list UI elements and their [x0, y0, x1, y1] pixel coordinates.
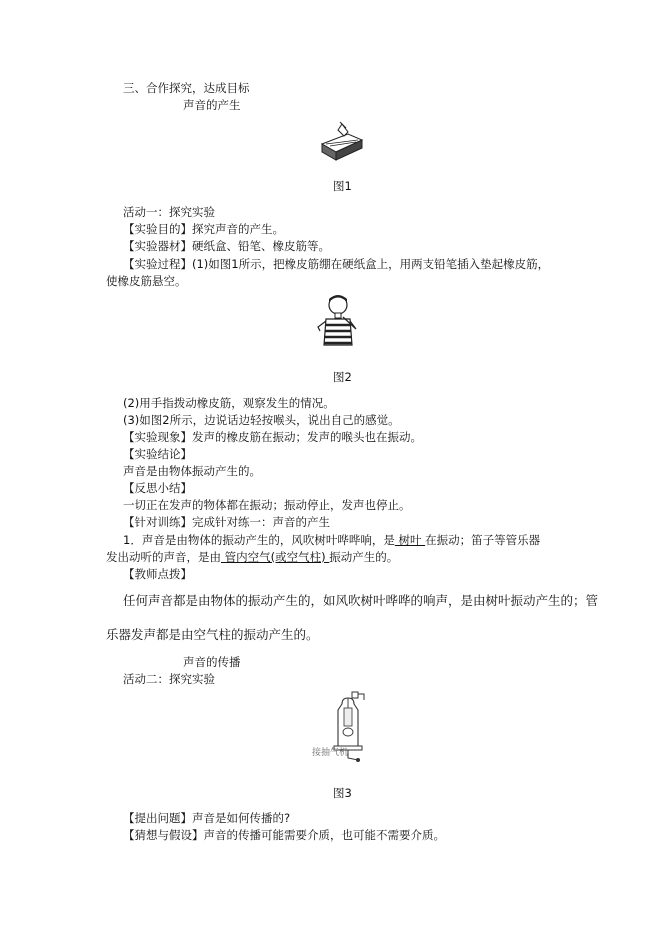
- experiment-process-line2: 使橡皮筋悬空。: [106, 274, 187, 288]
- answer-blank-1: 树叶: [394, 533, 426, 547]
- question-1-line2: [106, 549, 398, 565]
- question-1-text-d: 振动产生的。: [329, 550, 399, 564]
- experiment-phenomenon: 【实验现象】发声的橡皮筋在振动；发声的喉头也在振动。: [123, 430, 422, 444]
- question-posed: 【提出问题】声音是如何传播的?: [123, 811, 291, 825]
- figure-1-caption: 图1: [333, 179, 352, 193]
- experiment-aim: 【实验目的】探究声音的产生。: [123, 222, 284, 236]
- activity-1-heading: 活动一：探究实验: [123, 205, 215, 219]
- section-heading: 三、合作探究，达成目标: [123, 81, 250, 95]
- experiment-materials: 【实验器材】硬纸盒、铅笔、橡皮筋等。: [123, 239, 330, 253]
- activity-2-heading: 活动二：探究实验: [123, 672, 215, 686]
- part1-title: 声音的产生: [183, 98, 241, 112]
- question-1-line1: [123, 532, 540, 548]
- answer-blank-2: 管内空气(或空气柱): [221, 550, 330, 564]
- figure-2-caption: 图2: [333, 370, 352, 384]
- question-1-text-a: 1．声音是由物体的振动产生的，风吹树叶哗哗响，是: [123, 533, 395, 547]
- reflection-text: 一切正在发声的物体都在振动；振动停止，发声也停止。: [123, 498, 411, 512]
- conclusion-text: 声音是由物体振动产生的。: [123, 464, 261, 478]
- step-2: (2)用手指拨动橡皮筋，观察发生的情况。: [123, 396, 335, 410]
- training-heading: 【针对训练】完成针对练一：声音的产生: [123, 515, 330, 529]
- hypothesis: 【猜想与假设】声音的传播可能需要介质，也可能不需要介质。: [123, 828, 445, 842]
- question-1-text-c: 发出动听的声音，是由: [106, 550, 221, 564]
- pump-label: 接抽气机: [312, 748, 349, 758]
- person-throat-figure: [316, 295, 360, 353]
- teacher-note-line2: 乐器发声都是由空气柱的振动产生的。: [106, 627, 319, 642]
- step-3: (3)如图2所示，边说话边轻按喉头，说出自己的感觉。: [123, 413, 400, 427]
- part2-title: 声音的传播: [183, 655, 241, 669]
- experiment-process-line1: 【实验过程】(1)如图1所示，把橡皮筋绷在硬纸盒上，用两支铅笔插入垫起橡皮筋，: [123, 257, 550, 271]
- teacher-note-line1: 任何声音都是由物体的振动产生的，如风吹树叶哗哗的响声，是由树叶振动产生的；管: [123, 593, 599, 608]
- box-rubber-band-figure: [318, 120, 364, 162]
- question-1-text-b: 在振动；笛子等管乐器: [425, 533, 541, 547]
- figure-3-caption: 图3: [333, 786, 352, 800]
- reflection-label: 【反思小结】: [123, 481, 192, 495]
- teacher-note-label: 【教师点拨】: [123, 567, 192, 581]
- conclusion-label: 【实验结论】: [123, 447, 192, 461]
